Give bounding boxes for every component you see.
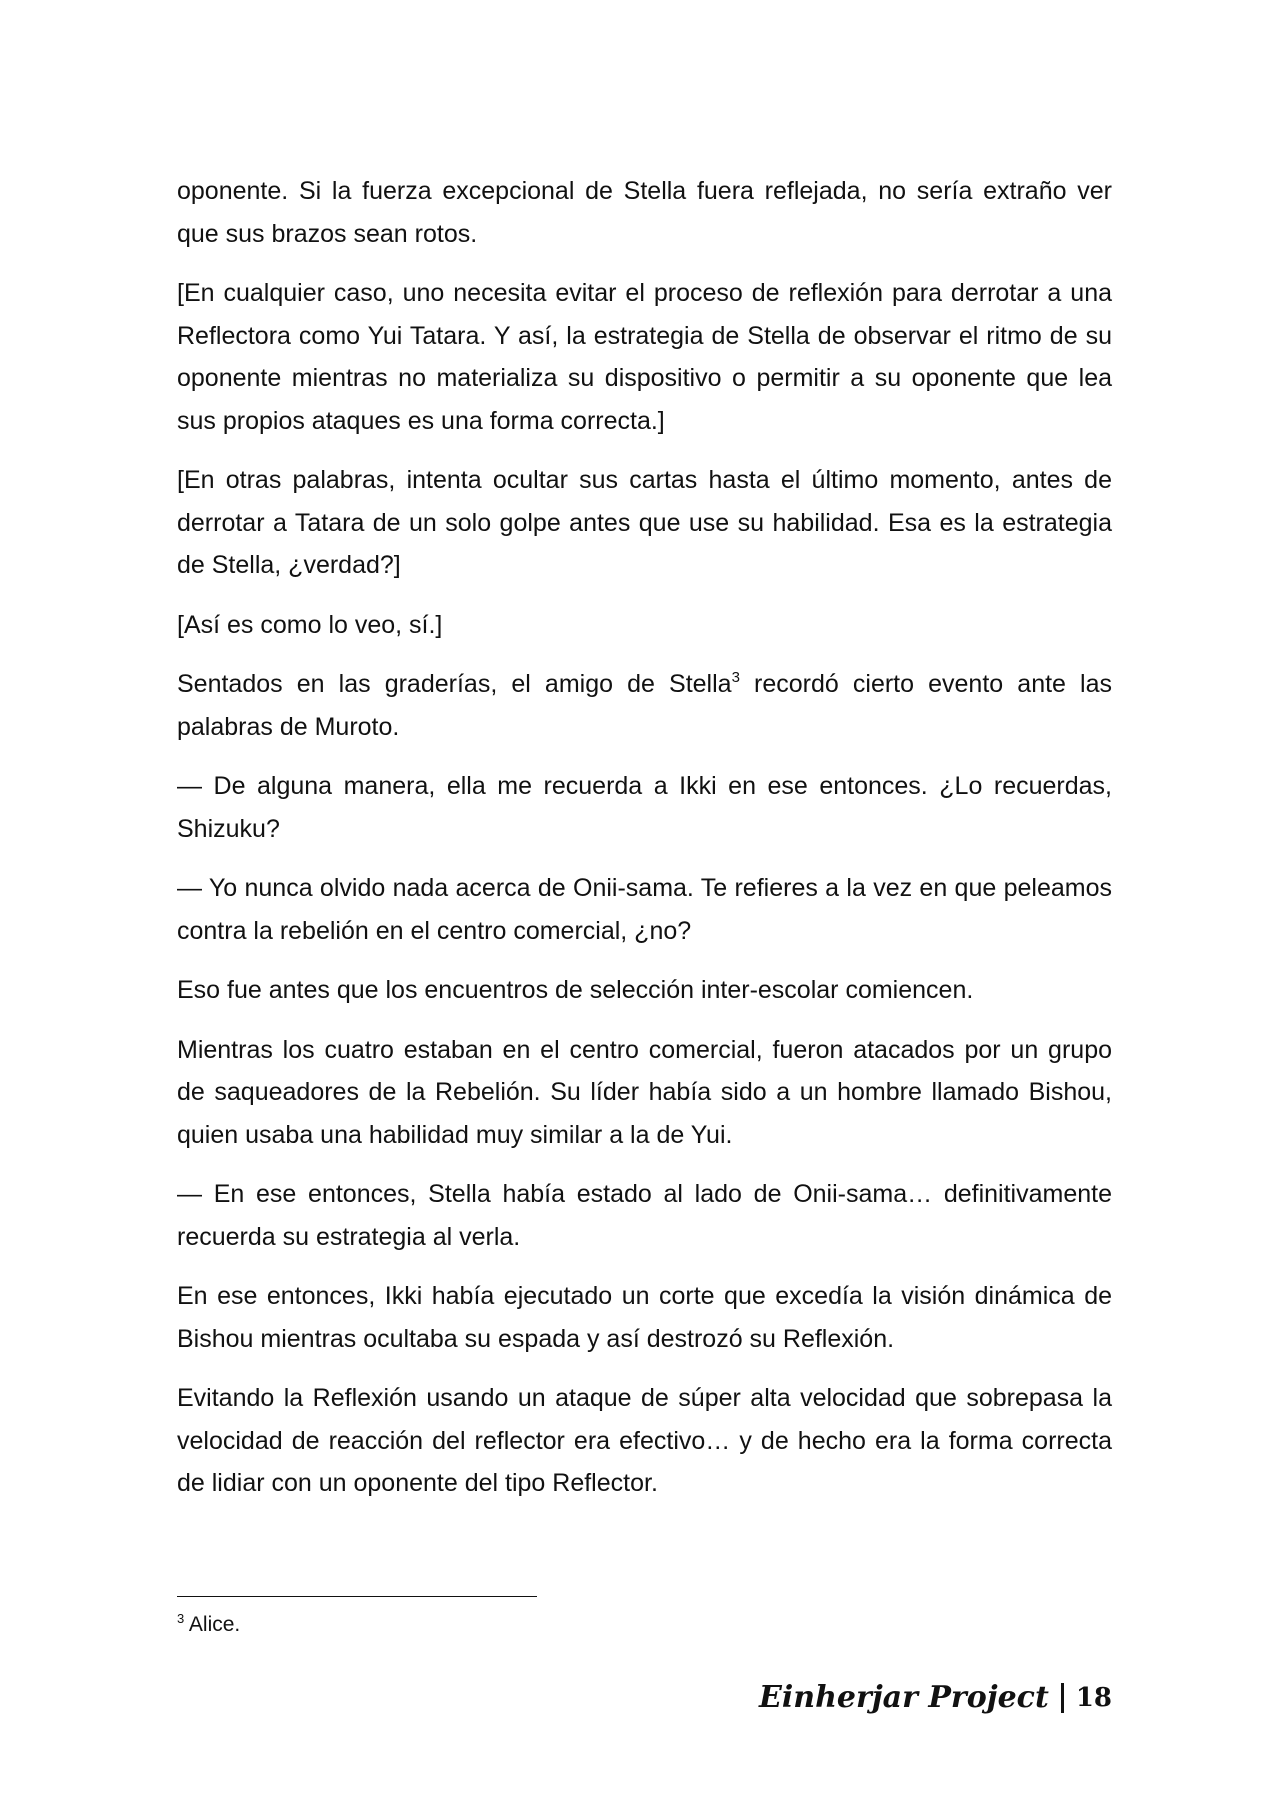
paragraph-7: — Yo nunca olvido nada acerca de Onii-sama. Te refieres a la vez en que peleamos contra la rebelión en el centro comercial, ¿no? <box>177 874 1112 945</box>
paragraph-6: — De alguna manera, ella me recuerda a Ikki en ese entonces. ¿Lo recuerdas, Shizuku? <box>177 772 1112 843</box>
paragraph-2: [En cualquier caso, uno necesita evitar el proceso de reflexión para derrotar a una Reflectora como Yui Tatara. Y así, la estrategia de Stella de observar el ritmo de su oponente mientras no materializa su dispositivo o permitir a su oponente que lea sus propios ataques es una forma correcta.] <box>177 279 1112 435</box>
page-number: 18 <box>1075 1682 1112 1713</box>
footer-separator <box>1061 1683 1064 1713</box>
footer-title: Einherjar Project <box>759 1680 1049 1715</box>
page-body <box>177 170 1112 1522</box>
paragraph-5 <box>177 663 1112 748</box>
paragraph-1: oponente. Si la fuerza excepcional de Stella fuera reflejada, no sería extraño ver que sus brazos sean rotos. <box>177 177 1112 248</box>
paragraph-5-after: recordó cierto evento ante las palabras de Muroto. <box>177 670 1113 741</box>
footnote-divider <box>177 1596 537 1597</box>
footnote-marker: 3 <box>177 1611 185 1626</box>
paragraph-11: En ese entonces, Ikki había ejecutado un corte que excedía la visión dinámica de Bishou mientras ocultaba su espada y así destrozó su Reflexión. <box>177 1282 1112 1353</box>
paragraph-9: Mientras los cuatro estaban en el centro comercial, fueron atacados por un grupo de saqueadores de la Rebelión. Su líder había sido a un hombre llamado Bishou, quien usaba una habilidad muy similar a la de Yui. <box>177 1035 1112 1149</box>
paragraph-10: — En ese entonces, Stella había estado al lado de Onii-sama… definitivamente recuerda su estrategia al verla. <box>177 1180 1112 1251</box>
paragraph-12: Evitando la Reflexión usando un ataque de súper alta velocidad que sobrepasa la velocidad de reacción del reflector era efectivo… y de hecho era la forma correcta de lidiar con un oponente del tipo Reflector. <box>177 1384 1112 1497</box>
paragraph-8: Eso fue antes que los encuentros de selección inter-escolar comiencen. <box>177 976 974 1004</box>
paragraph-3: [En otras palabras, intenta ocultar sus cartas hasta el último momento, antes de derrotar a Tatara de un solo golpe antes que use su habilidad. Esa es la estrategia de Stella, ¿verdad?] <box>177 466 1112 579</box>
footnote <box>177 1611 240 1639</box>
paragraph-5-before: Sentados en las graderías, el amigo de Stella <box>177 670 732 698</box>
paragraph-4: [Así es como lo veo, sí.] <box>177 610 443 639</box>
footnote-text: Alice. <box>184 1613 241 1636</box>
page-footer <box>759 1680 1112 1715</box>
footnote-reference[interactable]: 3 <box>731 669 740 686</box>
